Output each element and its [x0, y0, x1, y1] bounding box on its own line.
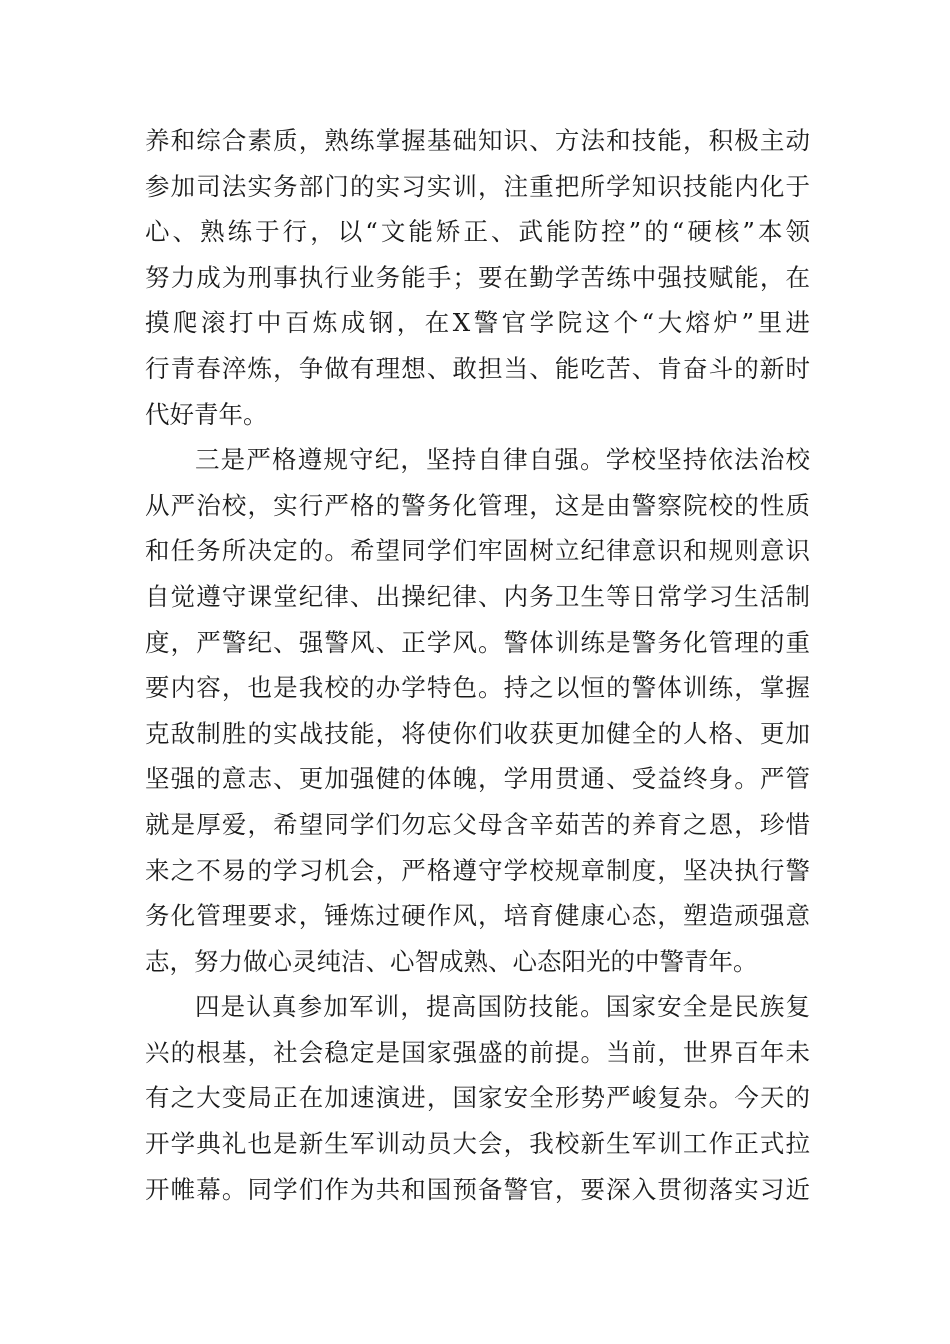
text-line: 度，严警纪、强警风、正学风。警体训练是警务化管理的重: [145, 627, 810, 657]
text-line: 养和综合素质，熟练掌握基础知识、方法和技能，积极主动: [145, 126, 810, 155]
text-line: 要内容，也是我校的办学特色。持之以恒的警体训练，掌握: [145, 673, 810, 703]
paragraph-first-line: 四是认真参加军训，提高国防技能。国家安全是民族复: [195, 992, 810, 1022]
text-line: 有之大变局正在加速演进，国家安全形势严峻复杂。今天的: [145, 1083, 810, 1113]
text-line: 来之不易的学习机会，严格遵守学校规章制度，坚决执行警: [145, 855, 810, 885]
text-line: 务化管理要求，锤炼过硬作风，培育健康心态，塑造顽强意: [145, 901, 810, 931]
text-line: 从严治校，实行严格的警务化管理，这是由警察院校的性质: [145, 490, 810, 520]
text-line: 行青春淬炼，争做有理想、敢担当、能吃苦、肯奋斗的新时: [145, 353, 810, 383]
text-line: 参加司法实务部门的实习实训，注重把所学知识技能内化于: [145, 171, 810, 201]
text-line: 开学典礼也是新生军训动员大会，我校新生军训工作正式拉: [145, 1129, 810, 1159]
text-line: 努力成为刑事执行业务能手；要在勤学苦练中强技赋能，在: [145, 262, 810, 292]
text-line: 和任务所决定的。希望同学们牢固树立纪律意识和规则意识: [145, 536, 810, 566]
text-line: 志，努力做心灵纯洁、心智成熟、心态阳光的中警青年。: [145, 946, 758, 976]
text-line: 就是厚爱，希望同学们勿忘父母含辛茹苦的养育之恩，珍惜: [145, 809, 810, 839]
text-line: 克敌制胜的实战技能，将使你们收获更加健全的人格、更加: [145, 718, 810, 748]
paragraph-first-line: 三是严格遵规守纪，坚持自律自强。学校坚持依法治校: [195, 445, 810, 475]
text-line: 心、熟练于行，以“文能矫正、武能防控”的“硬核”本领: [145, 217, 810, 247]
text-line: 坚强的意志、更加强健的体魄，学用贯通、受益终身。严管: [145, 764, 810, 794]
text-line: 摸爬滚打中百炼成钢，在X警官学院这个“大熔炉”里进: [145, 308, 810, 338]
text-line: 代好青年。: [145, 399, 268, 429]
document-body: [145, 118, 810, 1212]
text-line: 兴的根基，社会稳定是国家强盛的前提。当前，世界百年未: [145, 1037, 810, 1067]
text-line: 开帷幕。同学们作为共和国预备警官，要深入贯彻落实习近: [145, 1174, 810, 1204]
text-line: 自觉遵守课堂纪律、出操纪律、内务卫生等日常学习生活制: [145, 581, 810, 611]
